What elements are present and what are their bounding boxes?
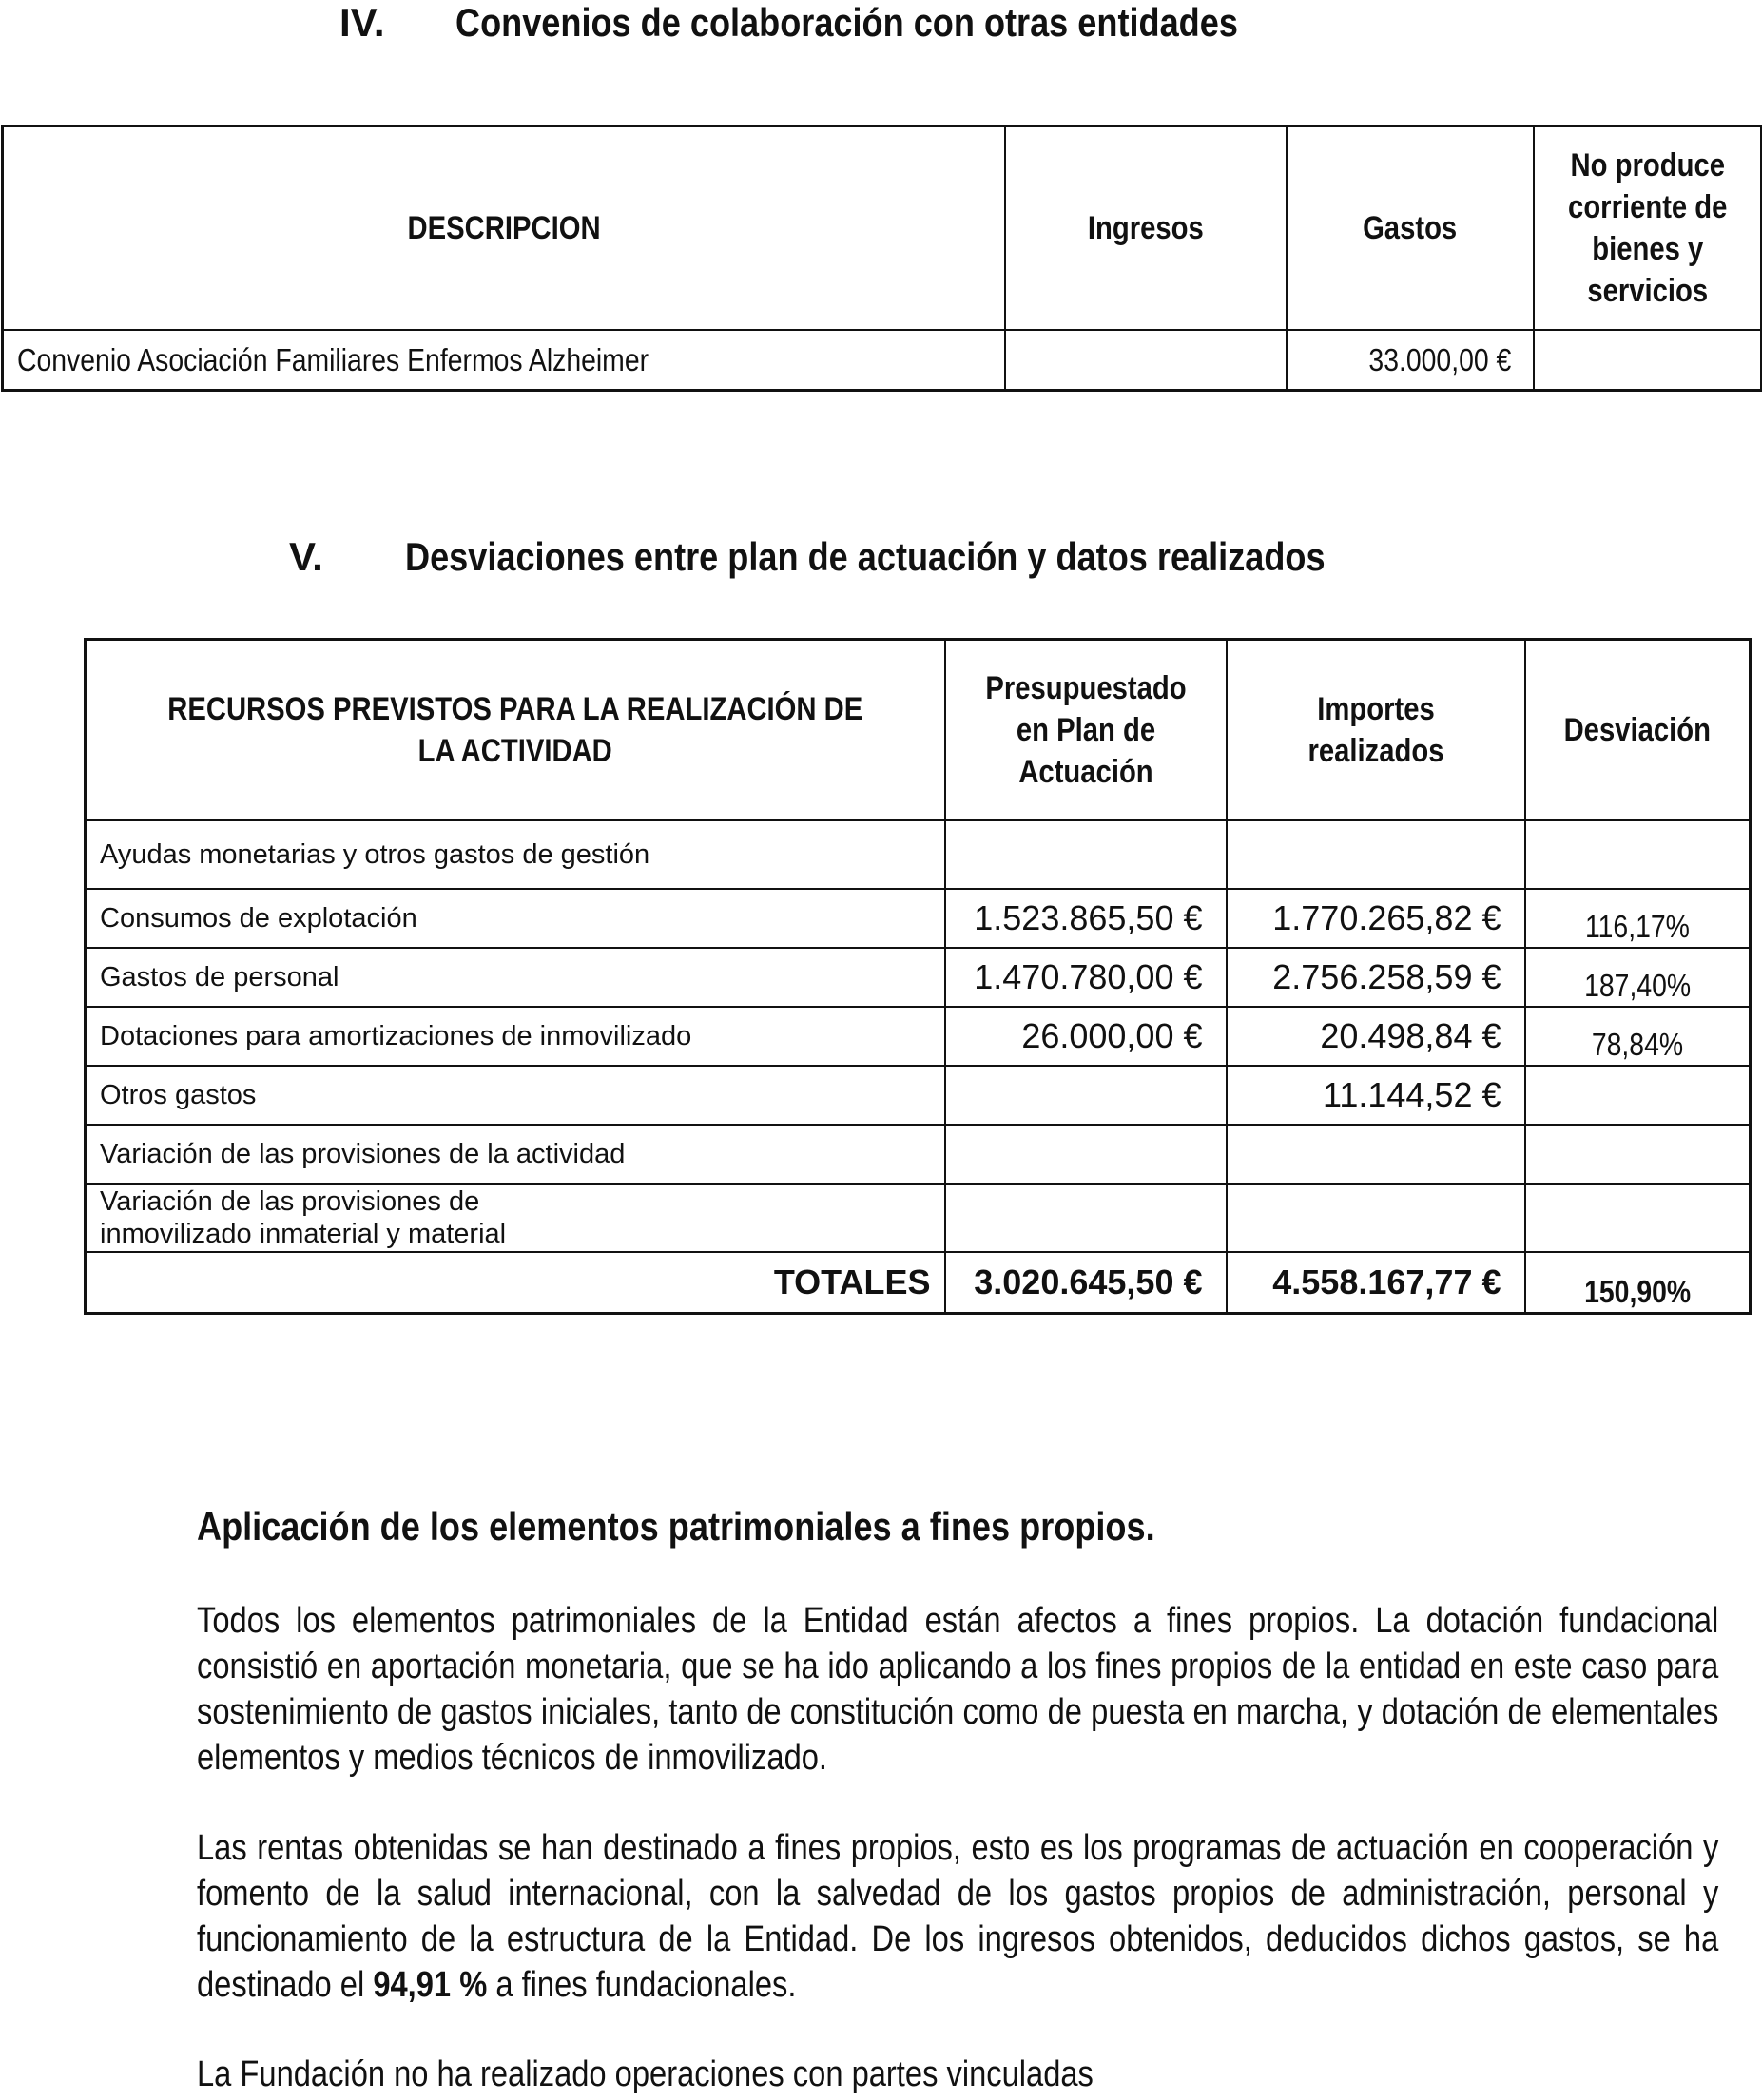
row-presupuestado: 1.470.780,00 € [945,948,1227,1007]
row-desviacion [1525,1066,1751,1125]
section-v-title: Desviaciones entre plan de actuación y datos realizados [405,534,1326,579]
convenios-table [1,125,1762,392]
table-row [3,330,1762,391]
table-row [86,1007,1751,1066]
row-desviacion: 187,40% [1525,948,1751,1007]
section-iv-number: IV. [339,0,385,45]
row-desviacion: 116,17% [1525,889,1751,948]
row-presupuestado [945,1125,1227,1184]
paragraph-2-end: a fines fundacionales. [487,1965,797,2005]
row-realizado: 2.756.258,59 € [1227,948,1525,1007]
header-desviacion: Desviación [1525,640,1751,821]
table-row [86,820,1751,889]
row-presupuestado [945,1184,1227,1252]
percentage-highlight: 94,91 % [373,1965,488,2005]
row-presupuestado [945,820,1227,889]
row-concepto: Gastos de personal [86,948,945,1007]
convenio-gastos: 33.000,00 € [1287,330,1534,391]
convenio-ingresos [1005,330,1287,391]
aplicacion-paragraph-1: Todos los elementos patrimoniales de la Entidad están afectos a fines propios. La dotación fundacional consistió en aportación monetaria, que se ha ido aplicando a los fines propios de la entidad en este caso para sostenimiento de gastos iniciales, tanto de constitución como de puesta en marcha, y dotación de elementales elementos y medios técnicos de inmovilizado. [197,1601,1719,1778]
aplicacion-paragraph-3: La Fundación no ha realizado operaciones con partes vinculadas [197,2054,1094,2094]
convenio-descripcion: Convenio Asociación Familiares Enfermos Alzheimer [3,330,1005,391]
row-concepto: Consumos de explotación [86,889,945,948]
table-row [86,1066,1751,1125]
row-realizado [1227,1125,1525,1184]
row-realizado: 20.498,84 € [1227,1007,1525,1066]
paragraph-2-text: Las rentas obtenidas se han destinado a fines propios, esto es los programas de actuación en cooperación y fomento de la salud internacional, con la salvedad de los gastos propios de administración, personal y funcionamiento de la estructura de la Entidad. De los ingresos obtenidos, deducidos dichos gastos, se ha destinado el [197,1828,1719,2005]
table-row [86,1184,1751,1252]
aplicacion-title: Aplicación de los elementos patrimoniales a fines propios. [197,1504,1155,1549]
totals-row [86,1252,1751,1314]
row-concepto: Ayudas monetarias y otros gastos de gestión [86,820,945,889]
convenios-header-row [3,126,1762,331]
table-row [86,1125,1751,1184]
header-recursos: RECURSOS PREVISTOS PARA LA REALIZACIÓN DE LA ACTIVIDAD [86,640,945,821]
header-gastos: Gastos [1287,126,1534,331]
row-realizado: 11.144,52 € [1227,1066,1525,1125]
desviaciones-table [84,638,1752,1315]
row-concepto: Variación de las provisiones de la actividad [86,1125,945,1184]
totals-realizado: 4.558.167,77 € [1227,1252,1525,1314]
row-realizado [1227,1184,1525,1252]
totals-presupuestado: 3.020.645,50 € [945,1252,1227,1314]
row-presupuestado [945,1066,1227,1125]
row-realizado [1227,820,1525,889]
row-concepto: Otros gastos [86,1066,945,1125]
section-v-number: V. [289,534,323,579]
row-concepto: Variación de las provisiones de inmovilizado inmaterial y material [86,1184,945,1252]
row-desviacion [1525,820,1751,889]
row-presupuestado: 1.523.865,50 € [945,889,1227,948]
header-ingresos: Ingresos [1005,126,1287,331]
table-row [86,948,1751,1007]
aplicacion-paragraph-2 [197,1825,1718,2008]
row-desviacion: 78,84% [1525,1007,1751,1066]
row-presupuestado: 26.000,00 € [945,1007,1227,1066]
table-row [86,889,1751,948]
row-desviacion [1525,1125,1751,1184]
totals-label: TOTALES [86,1252,945,1314]
row-realizado: 1.770.265,82 € [1227,889,1525,948]
header-presupuestado: Presupuestado en Plan de Actuación [945,640,1227,821]
desviaciones-header-row [86,640,1751,821]
header-no-produce: No produce corriente de bienes y servicios [1534,126,1762,331]
row-concepto: Dotaciones para amortizaciones de inmovilizado [86,1007,945,1066]
convenio-no-produce [1534,330,1762,391]
header-importes: Importes realizados [1227,640,1525,821]
totals-desviacion: 150,90% [1525,1252,1751,1314]
row-desviacion [1525,1184,1751,1252]
section-iv-title: Convenios de colaboración con otras entidades [455,0,1238,45]
header-descripcion: DESCRIPCION [3,126,1005,331]
